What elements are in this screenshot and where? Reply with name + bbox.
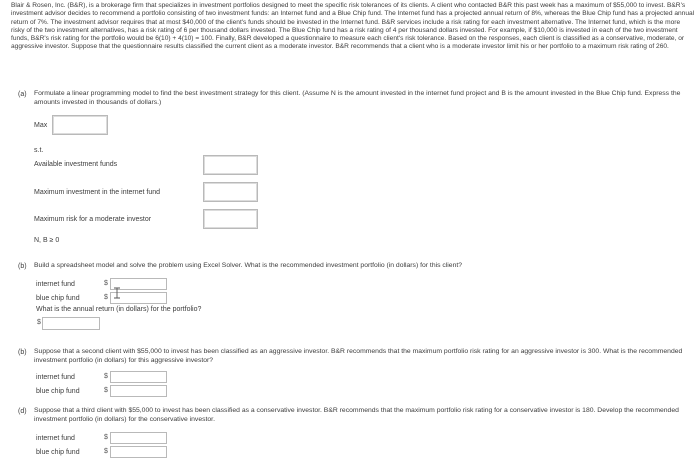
intro-text: Blair & Rosen, Inc. (B&R), is a brokerage firm that specializes in investment portfolios designed to meet the specific risk tolerances of its clients. A client who contacted B&R this past week has a maximum of $55,000 to invest. B&R's investment advisor decides to recommend a portfolio consisting of two investment funds: an Internet fund and a Blue Chip fund. The Internet fund has a projected annual return of 8%, whereas the Blue Chip fund has a projected annual return of 7%. The investment advisor requires that at most $40,000 of the client's funds should be invested in the Internet fund. B&R services include a risk rating for each investment alternative. The Internet fund, which is the more risky of the two investment alternatives, has a risk rating of 6 per thousand dollars invested. The Blue Chip fund has a risk rating of 4 per thousand dollars invested. For example, if $10,000 is invested in each of the two investment funds, B&R's risk rating for the portfolio would be 6(10) + 4(10) = 100. Finally, B&R developed a questionnaire to measure each client's risk tolerance. Based on the responses, each client is classified as a conservative, moderate, or aggressive investor. Suppose that the questionnaire results classified the current client as a moderate investor. B&R recommends that a client who is a moderate investor limit his or her portfolio to a maximum risk rating of 260. [11,2,695,51]
constraint-available-funds-label: Available investment funds [34,161,118,168]
currency-symbol: $ [104,387,108,394]
constraint-internet-max-input[interactable] [203,182,258,202]
part-b-label: (b) [18,263,27,270]
currency-symbol: $ [104,373,108,380]
internet-fund-label: internet fund [36,435,75,442]
text-cursor-icon [113,287,121,299]
part-b-prompt: Build a spreadsheet model and solve the problem using Excel Solver. What is the recommended investment portfolio (in dollars) for this client? [34,262,463,269]
return-question: What is the annual return (in dollars) for the portfolio? [36,306,202,313]
nonnegativity-label: N, B ≥ 0 [34,237,60,244]
part-c-prompt: Suppose that a second client with $55,000 to invest has been classified as an aggressive investor. B&R recommends that the maximum portfolio risk rating for an aggressive investor is 300. What is the recommended investment portfolio (in dollars) for this aggressive investor? [34,348,683,364]
currency-symbol: $ [104,434,108,441]
part-a-prompt: Formulate a linear programming model to find the best investment strategy for this client. (Assume N is the amount invested in the internet fund project and B is the amount invested in the Blue Chip fund. Express the amounts invested in thousands of dollars.) [34,90,681,106]
constraint-risk-input[interactable] [203,209,258,229]
constraint-risk-label: Maximum risk for a moderate investor [34,216,152,223]
c-internet-fund-input[interactable] [110,371,167,383]
currency-symbol: $ [104,448,108,455]
part-d-prompt: Suppose that a third client with $55,000 to invest has been classified as a conservative investor. B&R recommends that the maximum portfolio risk rating for a conservative investor is 180. Develop the recommended investment portfolio (in dollars) for the conservative investor. [34,407,679,423]
currency-symbol: $ [104,280,108,287]
currency-symbol: $ [37,319,41,326]
b-annual-return-input[interactable] [42,317,100,330]
objective-max-label: Max [34,122,48,129]
part-a-label: (a) [18,91,27,98]
internet-fund-label: internet fund [36,281,75,288]
d-internet-fund-input[interactable] [110,432,167,444]
part-d-label: (d) [18,408,27,415]
currency-symbol: $ [104,294,108,301]
constraint-available-funds-input[interactable] [203,155,258,175]
bluechip-fund-label: blue chip fund [36,388,80,395]
d-bluechip-fund-input[interactable] [110,446,167,458]
internet-fund-label: internet fund [36,374,75,381]
subject-to-label: s.t. [34,147,44,154]
part-c-label: (b) [18,349,27,356]
c-bluechip-fund-input[interactable] [110,385,167,397]
bluechip-fund-label: blue chip fund [36,295,80,302]
bluechip-fund-label: blue chip fund [36,449,80,456]
constraint-internet-max-label: Maximum investment in the internet fund [34,189,161,196]
objective-input[interactable] [52,115,108,135]
problem-intro [11,2,695,52]
